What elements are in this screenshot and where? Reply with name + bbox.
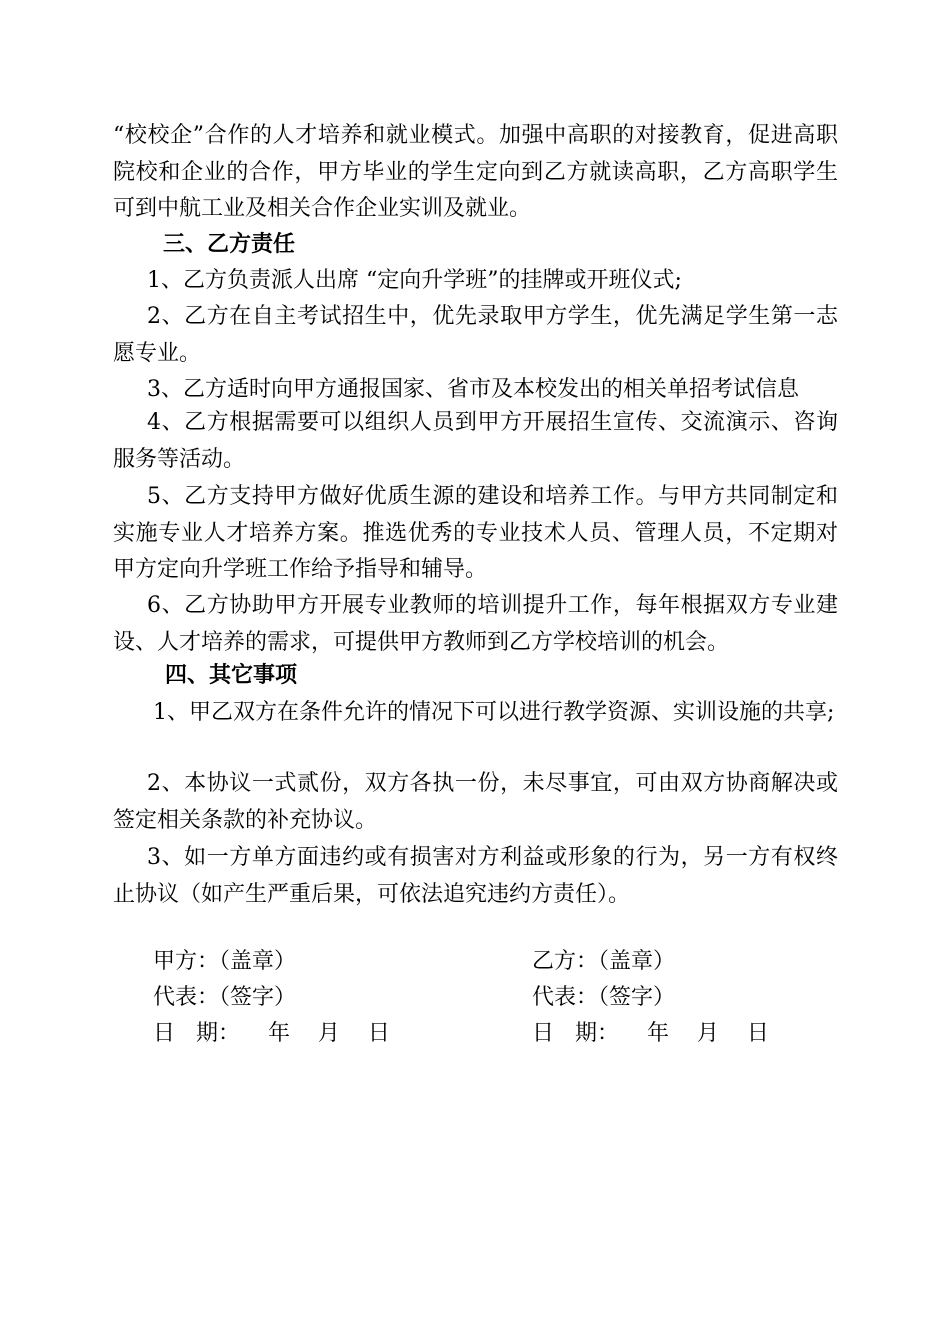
section-3-item-2: 2、乙方在自主考试招生中，优先录取甲方学生，优先满足学生第一志愿专业。 xyxy=(113,304,838,366)
section-3-item-6: 6、乙方协助甲方开展专业教师的培训提升工作，每年根据双方专业建设、人才培养的需求，可提供甲方教师到乙方学校培训的机会。 xyxy=(113,593,838,655)
party-a-seal: 甲方：（盖章） xyxy=(153,949,297,974)
party-b-seal: 乙方：（盖章） xyxy=(532,949,676,974)
section-3-item-4: 4、乙方根据需要可以组织人员到甲方开展招生宣传、交流演示、咨询服务等活动。 xyxy=(113,410,838,472)
section-3-heading: 三、乙方责任 xyxy=(163,232,296,257)
section-3-item-1: 1、乙方负责派人出席 “定向升学班”的挂牌或开班仪式; xyxy=(147,268,682,293)
party-a-representative: 代表：（签字） xyxy=(153,985,297,1010)
section-3-item-3: 3、乙方适时向甲方通报国家、省市及本校发出的相关单招考试信息 xyxy=(147,377,799,402)
section-4-item-2: 2、本协议一式贰份，双方各执一份，未尽事宜，可由双方协商解决或签定相关条款的补充协议。 xyxy=(113,771,838,833)
party-b-date: 日 期： 年 月 日 xyxy=(532,1021,769,1046)
section-4-heading: 四、其它事项 xyxy=(165,663,298,688)
party-a-date: 日 期： 年 月 日 xyxy=(153,1021,390,1046)
section-4-item-1: 1、甲乙双方在条件允许的情况下可以进行教学资源、实训设施的共享; xyxy=(153,700,835,725)
intro-paragraph: “校校企”合作的人才培养和就业模式。加强中高职的对接教育，促进高职院校和企业的合作，甲方毕业的学生定向到乙方就读高职，乙方高职学生可到中航工业及相关合作企业实训及就业。 xyxy=(113,123,838,221)
section-4-item-3: 3、如一方单方面违约或有损害对方利益或形象的行为，另一方有权终止协议（如产生严重后果，可依法追究违约方责任）。 xyxy=(113,845,838,907)
section-3-item-5: 5、乙方支持甲方做好优质生源的建设和培养工作。与甲方共同制定和实施专业人才培养方案。推选优秀的专业技术人员、管理人员，不定期对甲方定向升学班工作给予指导和辅导。 xyxy=(113,484,838,582)
party-b-representative: 代表：（签字） xyxy=(532,985,676,1010)
